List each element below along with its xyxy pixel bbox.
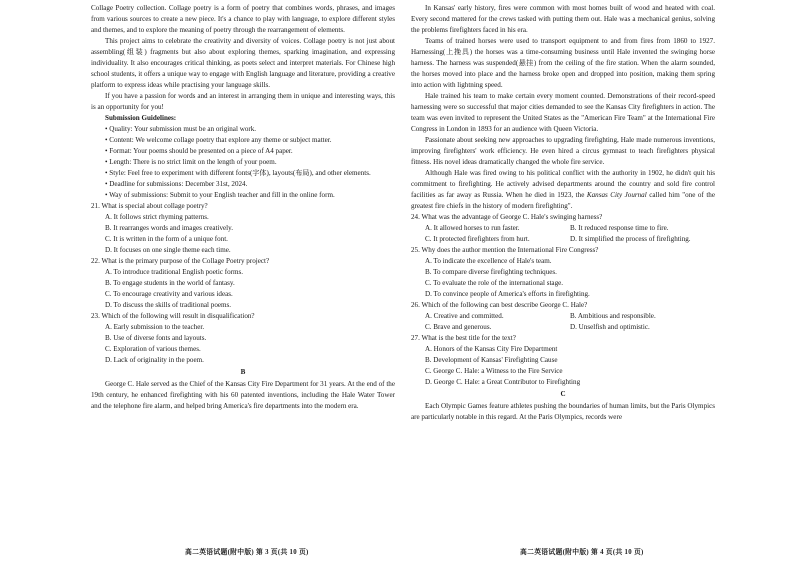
passage-a-paragraph-1: Collage Poetry collection. Collage poetry is a form of poetry that combines words, phrases, and images from various sources to create a new piece. It's a chance to play with language, to explore different styles and themes, and to explore the meaning of poetry through the rearrangement of elements. [91, 4, 395, 34]
guideline-item: • Format: Your poems should be presented on a piece of A4 paper. [105, 147, 293, 155]
journal-name: Kansas City Journal [586, 191, 647, 199]
q24-option-a: A. It allowed horses to run faster. [425, 224, 520, 232]
guideline-style: • Style: Feel free to experiment with different fonts(字体), layouts(布局), and other elements. [105, 169, 371, 177]
question-24: 24. What was the advantage of George C. Hale's swinging harness? [411, 213, 603, 221]
passage-b-paragraph-4: Hale trained his team to make certain every moment counted. Demonstrations of their record-speed harnessing were so successful that major cities demanded to see the Kansas City firefighters in action. The team was even invited to represent the United States as the "American Fire Team" at the International Fire Congress in London in 1893 for an audience with Queen Victoria. [411, 92, 715, 133]
q23-option-b: B. Use of diverse fonts and layouts. [105, 334, 207, 342]
passage-b-paragraph-1: George C. Hale served as the Chief of the Kansas City Fire Department for 31 years. At the end of the 19th century, he enhanced firefighting with his 60 patented inventions, including the Hale Water Tower and the telephone fire alarm, and helped bring America's fire departments into the modern era. [91, 380, 395, 410]
q21-option-a: A. It follows strict rhyming patterns. [105, 213, 209, 221]
q26-option-a: A. Creative and committed. [425, 312, 504, 320]
passage-b-paragraph-3: Teams of trained horses were used to transport equipment to and from fires from 1860 to 1927. Harnessing(上挽具) the horses was a time-consuming business until Hale invented the swinging horse harness. The harness was suspended(悬挂) from the ceiling of the fire station. When the alarm sounded, the horses moved into place and the harness broke open and dropped into position, making them spring into action with lightning speed. [411, 37, 715, 89]
q25-option-b: B. To compare diverse firefighting techniques. [425, 268, 557, 276]
q22-option-c: C. To encourage creativity and various ideas. [105, 290, 233, 298]
guideline-item: • Content: We welcome collage poetry that explore any theme or subject matter. [105, 136, 332, 144]
question-21: 21. What is special about collage poetry? [91, 202, 208, 210]
passage-a-paragraph-3: If you have a passion for words and an interest in arranging them in unique and interesting ways, this is an opportunity for you! [91, 92, 395, 111]
q23-option-a: A. Early submission to the teacher. [105, 323, 205, 331]
q23-option-c: C. Exploration of various themes. [105, 345, 201, 353]
question-23: 23. Which of the following will result in disqualification? [91, 312, 255, 320]
q22-option-d: D. To discuss the skills of traditional poems. [105, 301, 232, 309]
guideline-item: • Length: There is no strict limit on the length of your poem. [105, 158, 277, 166]
q26-option-b: B. Ambitious and responsible. [570, 312, 656, 320]
page-footer-left: 高二英语试题(附中版) 第 3 页(共 10 页) [185, 549, 309, 556]
q27-option-a: A. Honors of the Kansas City Fire Department [425, 345, 558, 353]
q25-option-d: D. To convince people of America's efforts in firefighting. [425, 290, 590, 298]
q27-option-b: B. Development of Kansas' Firefighting Cause [425, 356, 558, 364]
q27-option-d: D. George C. Hale: a Great Contributor to Firefighting [425, 378, 581, 386]
question-27: 27. What is the best title for the text? [411, 334, 516, 342]
q22-option-b: B. To engage students in the world of fantasy. [105, 279, 235, 287]
q26-options [411, 311, 715, 333]
guideline-deadline: • Deadline for submissions: December 31st, 2024. [105, 180, 248, 188]
q26-option-c: C. Brave and generous. [425, 323, 492, 331]
q21-option-c: C. It is written in the form of a unique font. [105, 235, 228, 243]
q24-options [411, 223, 715, 245]
q27-option-c: C. George C. Hale: a Witness to the Fire Service [425, 367, 563, 375]
q24-option-b: B. It reduced response time to fire. [570, 224, 669, 232]
guideline-item: • Quality: Your submission must be an original work. [105, 125, 257, 133]
page-footer-right: 高二英语试题(附中版) 第 4 页(共 10 页) [520, 549, 644, 556]
question-25: 25. Why does the author mention the International Fire Congress? [411, 246, 599, 254]
question-26: 26. Which of the following can best describe George C. Hale? [411, 301, 588, 309]
q26-option-d: D. Unselfish and optimistic. [570, 323, 650, 331]
guideline-submission: • Way of submissions: Submit to your English teacher and fill in the online form. [105, 191, 335, 199]
passage-c-paragraph-1: Each Olympic Games feature athletes pushing the boundaries of human limits, but the Paris Olympics are particularly notable in this regard. At the Paris Olympics, records were [411, 402, 715, 421]
q24-option-d: D. It simplified the process of firefighting. [570, 235, 691, 243]
q21-option-b: B. It rearranges words and images creatively. [105, 224, 233, 232]
left-column [91, 3, 395, 412]
passage-b-paragraph-6 [411, 168, 715, 212]
paragraph-text: Although Hale was fired owing to his political conflict with the authority in 1902, he didn't quit his commitment to firefighting. He actively advised departments around the country and sold fire control facilities as far away as Russia. When he died in 1923, the [411, 169, 715, 199]
q22-option-a: A. To introduce traditional English poetic forms. [105, 268, 244, 276]
section-b-heading: B [240, 368, 246, 376]
q23-option-d: D. Lack of originality in the poem. [105, 356, 204, 364]
q25-option-c: C. To evaluate the role of the international stage. [425, 279, 564, 287]
passage-b-paragraph-5: Passionate about seeking new approaches to upgrading firefighting, Hale made numerous inventions, improving firefighters' work efficiency. He even hired a circus gymnast to teach firefighters physical fitness. His novel ideas dramatically changed the whole fire service. [411, 136, 715, 166]
q21-option-d: D. It focuses on one single theme each time. [105, 246, 231, 254]
question-22: 22. What is the primary purpose of the Collage Poetry project? [91, 257, 270, 265]
paragraph-text: called him "one of the greatest fire chiefs in the history of modern firefighting". [411, 191, 715, 210]
right-column [411, 3, 715, 423]
q24-option-c: C. It protected firefighters from hurt. [425, 235, 530, 243]
guidelines-title: Submission Guidelines: [105, 114, 177, 122]
passage-b-paragraph-2: In Kansas' early history, fires were common with most homes built of wood and heated with coal. Every second mattered for the crews tasked with putting them out. Hale was a mechanical genius, solving the problems firefighters faced in his era. [411, 4, 715, 34]
q25-option-a: A. To indicate the excellence of Hale's team. [425, 257, 552, 265]
section-c-heading: C [560, 390, 566, 398]
passage-a-paragraph-2: This project aims to celebrate the creativity and diversity of voices. Collage poetry is not just about assembling(组装) fragments but also about exploring themes, sparking imagination, and expressing individuality. It also encourages critical thinking, as poets select and interpret materials. For Chinese high school students, it offers a unique way to engage with English language and literature, providing a creative platform to express ideas while practising your language skills. [91, 37, 395, 89]
